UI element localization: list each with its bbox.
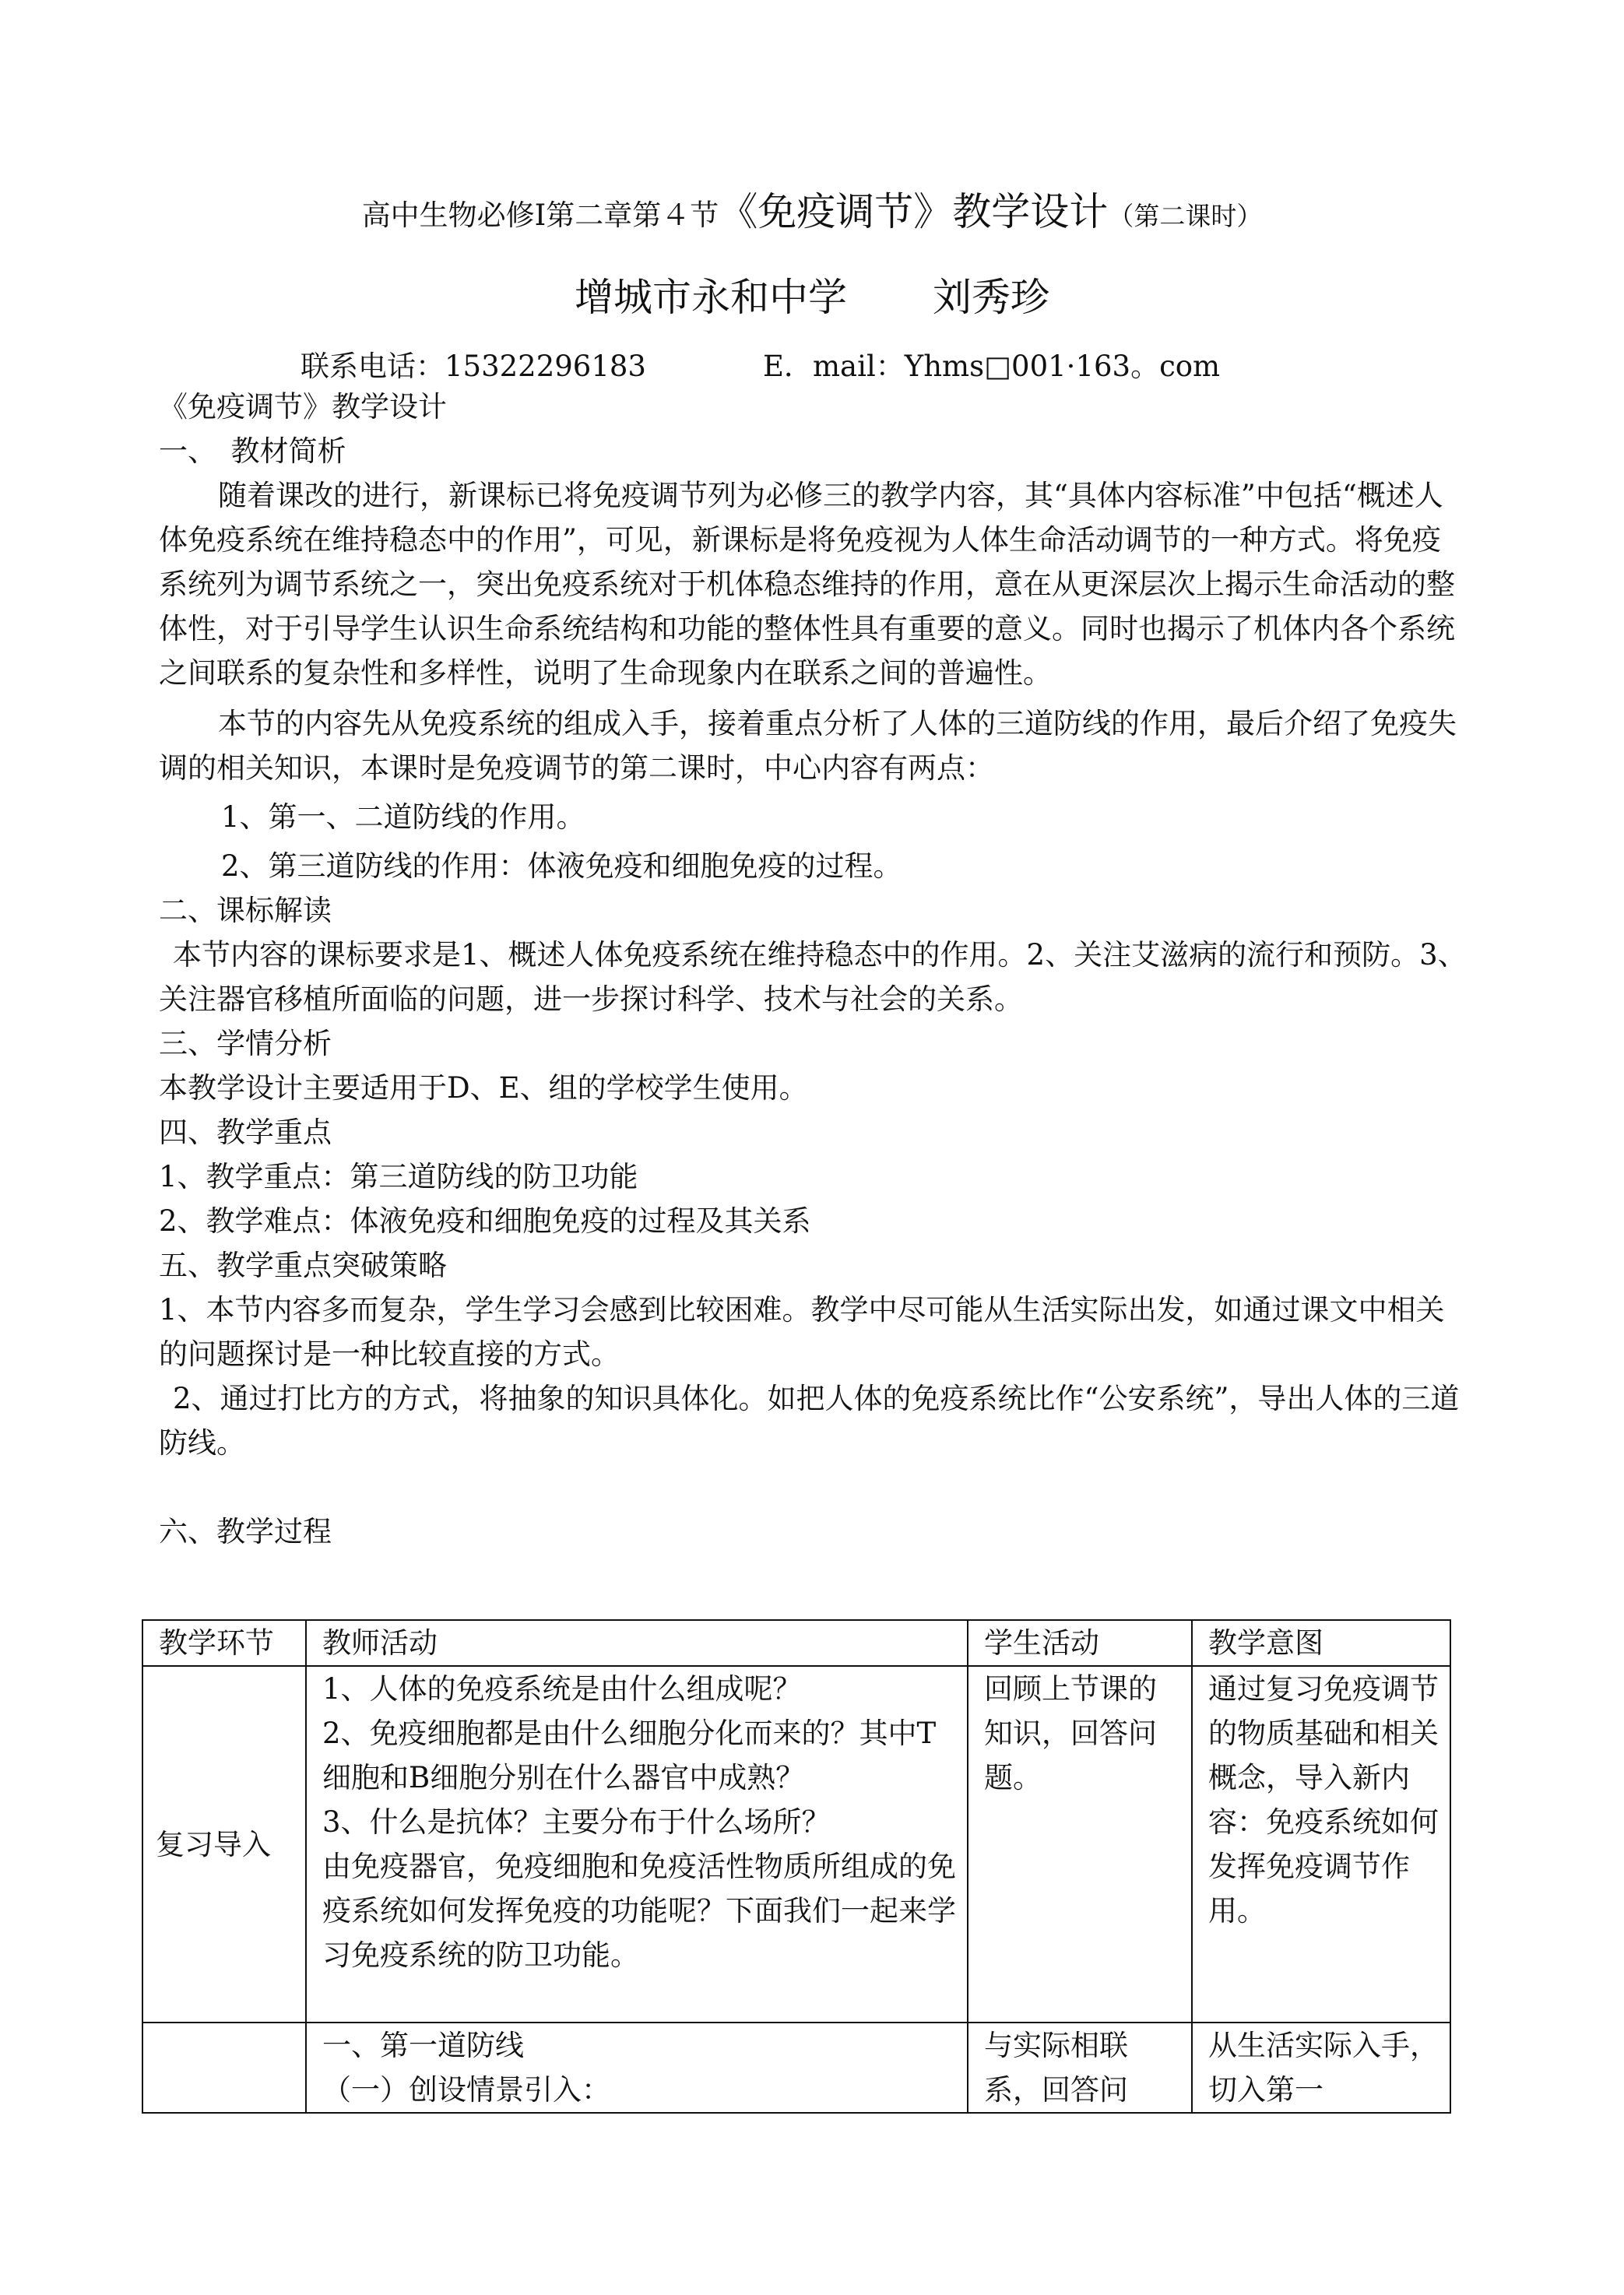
doc-subtitle: 《免疫调节》教学设计 bbox=[159, 390, 447, 424]
author-name: 刘秀珍 bbox=[933, 275, 1049, 320]
teacher-line: 由免疫器官，免疫细胞和免疫活性物质所组成的免疫系统如何发挥免疫的功能呢？下面我们一起来学习免疫系统的防卫功能。 bbox=[322, 1850, 956, 1972]
document-title bbox=[0, 181, 1624, 237]
teacher-line: 3、什么是抗体？主要分布于什么场所？ bbox=[322, 1805, 831, 1839]
section-heading-2: 二、课标解读 bbox=[159, 894, 332, 927]
document-body bbox=[159, 385, 1467, 1554]
author-line bbox=[0, 266, 1624, 322]
section-5-item-2: 2、通过打比方的方式，将抽象的知识具体化。如把人体的免疫系统比作“公安系统”，导出人体的三道防线。 bbox=[159, 1382, 1460, 1460]
table-cell-stage bbox=[142, 2023, 306, 2113]
section-heading-4: 四、教学重点 bbox=[159, 1116, 332, 1149]
title-prefix: 高中生物必修Ⅰ第二章第４节 bbox=[361, 199, 719, 232]
teacher-line: （一）创设情景引入： bbox=[322, 2073, 610, 2107]
table-cell-stage: 复习导入 bbox=[142, 1666, 306, 2023]
section-4-item-2: 2、教学难点：体液免疫和细胞免疫的过程及其关系 bbox=[159, 1204, 811, 1238]
table-cell-student: 回顾上节课的知识，回答问题。 bbox=[968, 1666, 1192, 2023]
contact-phone: 联系电话：15322296183 bbox=[301, 350, 646, 383]
table-row bbox=[142, 2023, 1450, 2113]
section-heading-6: 六、教学过程 bbox=[159, 1515, 332, 1548]
table-cell-intent: 从生活实际入手，切入第一 bbox=[1192, 2023, 1450, 2113]
school-name: 增城市永和中学 bbox=[575, 275, 847, 320]
contact-line bbox=[301, 343, 1220, 385]
teaching-process-table bbox=[142, 1619, 1451, 2114]
section-heading-3: 三、学情分析 bbox=[159, 1027, 332, 1060]
title-main: 《免疫调节》教学设计 bbox=[719, 189, 1109, 234]
table-cell-teacher bbox=[306, 1666, 968, 2023]
section-1-paragraph-2: 本节的内容先从免疫系统的组成入手，接着重点分析了人体的三道防线的作用，最后介绍了免疫失调的相关知识，本课时是免疫调节的第二课时，中心内容有两点： bbox=[159, 707, 1457, 785]
table-header-student: 学生活动 bbox=[968, 1620, 1192, 1666]
title-suffix: （第二课时） bbox=[1108, 201, 1263, 231]
section-2-paragraph: 本节内容的课标要求是1、概述人体免疫系统在维持稳态中的作用。2、关注艾滋病的流行和预防。3、关注器官移植所面临的问题，进一步探讨科学、技术与社会的关系。 bbox=[159, 938, 1467, 1016]
table-cell-student: 与实际相联系，回答问 bbox=[968, 2023, 1192, 2113]
table-row bbox=[142, 1666, 1450, 2023]
section-3-paragraph: 本教学设计主要适用于D、E、组的学校学生使用。 bbox=[159, 1071, 808, 1105]
section-1-item-1: 1、第一、二道防线的作用。 bbox=[221, 800, 585, 834]
table-header-teacher: 教师活动 bbox=[306, 1620, 968, 1666]
table-cell-teacher bbox=[306, 2023, 968, 2113]
table-cell-intent: 通过复习免疫调节的物质基础和相关概念，导入新内容：免疫系统如何发挥免疫调节作用。 bbox=[1192, 1666, 1450, 2023]
table-header-stage: 教学环节 bbox=[142, 1620, 306, 1666]
table-header-intent: 教学意图 bbox=[1192, 1620, 1450, 1666]
table-header-row bbox=[142, 1620, 1450, 1666]
section-5-item-1: 1、本节内容多而复杂，学生学习会感到比较困难。教学中尽可能从生活实际出发，如通过课文中相关的问题探讨是一种比较直接的方式。 bbox=[159, 1293, 1445, 1371]
teacher-line: 一、第一道防线 bbox=[322, 2029, 524, 2062]
section-heading-1: 一、 教材简析 bbox=[159, 434, 346, 468]
section-1-paragraph-1: 随着课改的进行，新课标已将免疫调节列为必修三的教学内容，其“具体内容标准”中包括“概述人体免疫系统在维持稳态中的作用”，可见，新课标是将免疫视为人体生命活动调节的一种方式。将免疫系统列为调节系统之一，突出免疫系统对于机体稳态维持的作用，意在从更深层次上揭示生命活动的整体性，对于引导学生认识生命系统结构和功能的整体性具有重要的意义。同时也揭示了机体内各个系统之间联系的复杂性和多样性，说明了生命现象内在联系之间的普遍性。 bbox=[159, 479, 1455, 690]
section-1-item-2: 2、第三道防线的作用：体液免疫和细胞免疫的过程。 bbox=[221, 849, 902, 883]
section-4-item-1: 1、教学重点：第三道防线的防卫功能 bbox=[159, 1160, 638, 1193]
contact-email: E．mail：Yhms□001·163。com bbox=[762, 350, 1221, 383]
teacher-line: 1、人体的免疫系统是由什么组成呢？ bbox=[322, 1672, 802, 1706]
teacher-line: 2、免疫细胞都是由什么细胞分化而来的？其中T细胞和B细胞分别在什么器官中成熟？ bbox=[322, 1717, 937, 1794]
section-heading-5: 五、教学重点突破策略 bbox=[159, 1249, 447, 1282]
